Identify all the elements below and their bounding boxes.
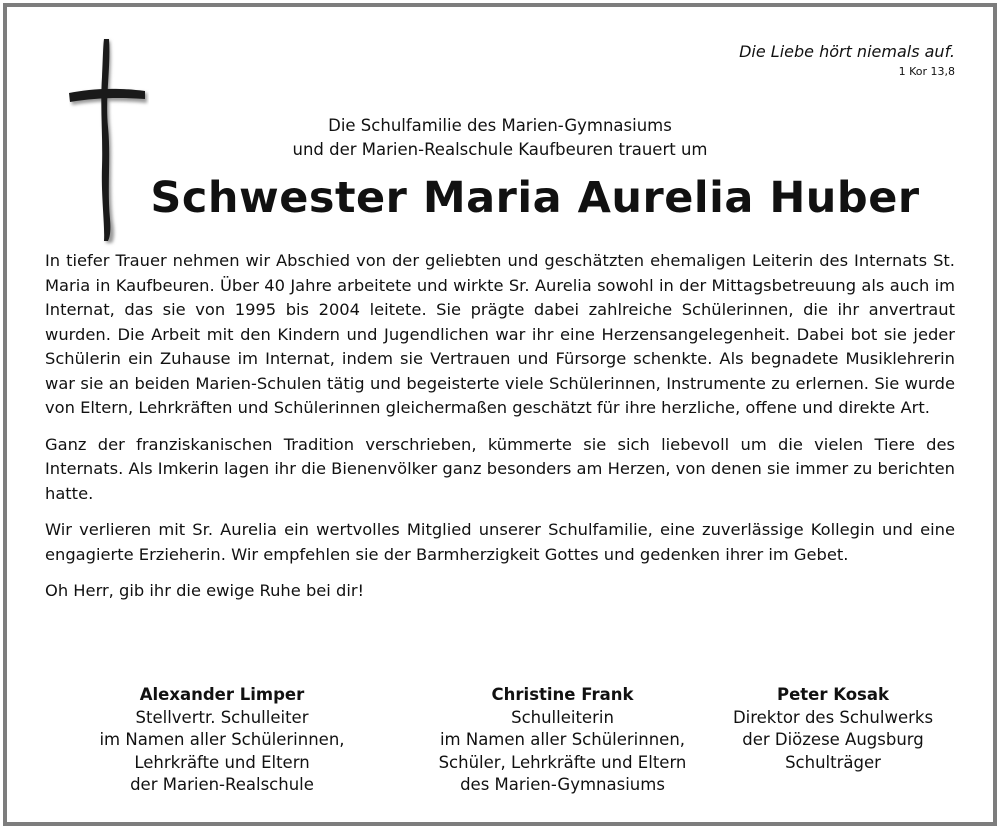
motto-reference: 1 Kor 13,8 <box>898 65 955 78</box>
deceased-name: Schwester Maria Aurelia Huber <box>150 173 920 223</box>
motto-quote: Die Liebe hört niemals auf. <box>739 42 955 61</box>
paragraph: Ganz der franziskanischen Tradition verschrieben, kümmerte sie sich liebevoll um die vielen Tiere des Internats. Als Imkerin lagen ihr die Bienenvölker ganz besonders am Herzen, von denen sie immer zu berichten hatte. <box>45 434 955 503</box>
signature-block <box>47 684 953 797</box>
obituary-frame <box>3 3 997 826</box>
signatory-line: im Namen aller Schülerinnen, <box>439 730 686 749</box>
signatory-line: des Marien-Gymnasiums <box>460 775 665 794</box>
paragraph: Wir verlieren mit Sr. Aurelia ein wertvolles Mitglied unserer Schulfamilie, eine zuverlässige Kollegin und eine engagierte Erzieherin. Wir empfehlen sie der Barmherzigkeit Gottes und gedenken ihrer im Gebet. <box>45 520 955 564</box>
signatory-line: Schulleiterin <box>511 707 614 727</box>
signatory-name: Christine Frank <box>491 685 634 704</box>
signatory-name: Peter Kosak <box>776 685 889 704</box>
signatory-name: Alexander Limper <box>139 685 305 704</box>
intro-line-2: und der Marien-Realschule Kaufbeuren trauert um <box>292 140 708 159</box>
signatory-line: Stellvertr. Schulleiter <box>135 707 309 727</box>
signatory-line: Schulträger <box>785 752 881 772</box>
signature-limper <box>42 684 402 797</box>
intro-line-1: Die Schulfamilie des Marien-Gymnasiums <box>328 116 672 135</box>
signatory-line: der Marien-Realschule <box>130 775 314 794</box>
signature-kosak <box>713 684 953 797</box>
signature-frank <box>413 684 713 797</box>
signatory-line: Lehrkräfte und Eltern <box>134 752 310 772</box>
signatory-line: im Namen aller Schülerinnen, <box>99 730 345 749</box>
intro-text <box>7 114 993 162</box>
signatory-line: Direktor des Schulwerks <box>732 707 934 727</box>
closing-prayer: Oh Herr, gib ihr die ewige Ruhe bei dir! <box>45 581 365 600</box>
scripture-motto <box>739 42 955 78</box>
obituary-body <box>45 249 955 616</box>
signatory-line: der Diözese Augsburg <box>742 730 924 749</box>
paragraph: In tiefer Trauer nehmen wir Abschied von der geliebten und geschätzten ehemaligen Leiterin des Internats St. Maria in Kaufbeuren. Über 40 Jahre arbeitete und wirkte Sr. Aurelia sowohl in der Mittagsbetreuung als auch im Internat, das sie von 1995 bis 2004 leitete. Sie prägte dabei zahlreiche Schülerinnen, die ihr anvertraut wurden. Die Arbeit mit den Kindern und Jugendlichen war ihr eine Herzensangelegenheit. Dabei bot sie jeder Schülerin ein Zuhause im Internat, indem sie Vertrauen und Fürsorge schenkte. Als begnadete Musiklehrerin war sie an beiden Marien-Schulen tätig und begeisterte viele Schülerinnen, Instrumente zu erlernen. Sie wurde von Eltern, Lehrkräften und Schülerinnen gleichermaßen geschätzt für ihre herzliche, offene und direkte Art. <box>45 251 955 417</box>
signatory-line: Schüler, Lehrkräfte und Eltern <box>438 752 687 772</box>
